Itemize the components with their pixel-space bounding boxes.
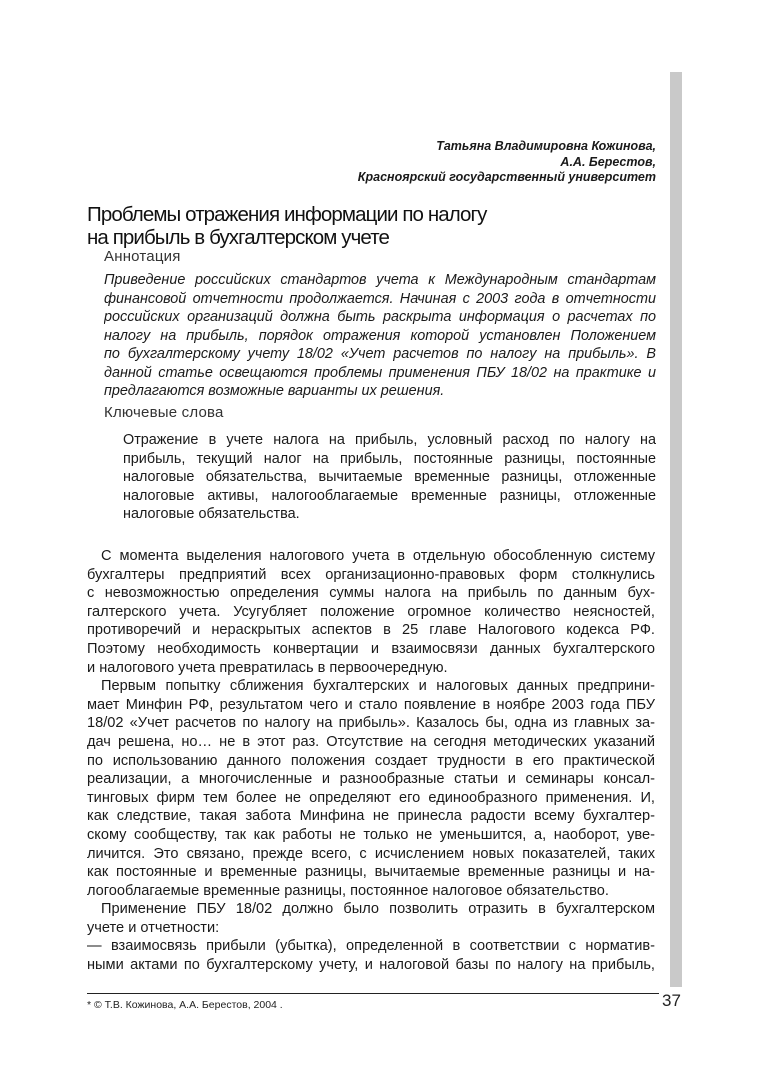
body-line: Поэтому необходимость конвертации и взаимосвязи данных бухгалтерского: [87, 640, 655, 657]
body-line: реализации, а многочисленные и разнообразные статьи и семинары консал-: [87, 771, 655, 788]
abstract-line: предлагаются возможные варианты их решения.: [104, 383, 445, 399]
abstract-text: [104, 271, 656, 401]
body-line: скому сообществу, так как работы не только не уменьшится, а, наоборот, уве-: [87, 826, 655, 843]
abstract-line: по бухгалтерскому учету 18/02 «Учет расчетов по налогу на прибыль». В: [104, 346, 656, 362]
keywords-line: Отражение в учете налога на прибыль, условный расход по налогу на: [123, 432, 656, 448]
body-line: Первым попытку сближения бухгалтерских и налоговых данных предприни-: [101, 678, 655, 695]
margin-bar: [670, 72, 682, 987]
body-line: как следствие, такая забота Минфина не принесла радости всему бухгалтер-: [87, 808, 655, 825]
abstract-line: данной статье освещаются проблемы применения ПБУ 18/02 на практике и: [104, 364, 656, 381]
title-line: на прибыль в бухгалтерском учете: [87, 226, 389, 249]
body-line: противоречий и нераскрытых аспектов в 25 главе Налогового кодекса РФ.: [87, 622, 655, 639]
body-line: ными актами по бухгалтерскому учету, и налоговой базы по налогу на прибыль,: [87, 957, 655, 974]
body-line: С момента выделения налогового учета в отдельную обособленную систему: [101, 548, 655, 564]
footnote: * © Т.В. Кожинова, А.А. Берестов, 2004 .: [87, 999, 283, 1011]
abstract-line: налогу на прибыль, порядок отражения которой установлен Положением: [104, 327, 656, 344]
body-line: бухгалтеры предприятий всех организационно-правовых форм столкнулись: [87, 566, 655, 583]
author-1: Татьяна Владимировна Кожинова,: [436, 139, 656, 153]
abstract-line: российских организаций должна быть раскрыта информация о расчетах по: [104, 309, 656, 325]
body-line: Применение ПБУ 18/02 должно было позволить отразить в бухгалтерском: [101, 901, 655, 918]
keywords-line: налоговые активы, налогооблагаемые временные разницы, отложенные: [123, 487, 656, 504]
body-line: — взаимосвязь прибыли (убытка), определенной в соответствии с норматив-: [87, 938, 655, 955]
body-line: учете и отчетности:: [87, 919, 220, 936]
body-line: 18/02 «Учет расчетов по налогу на прибыль». Казалось бы, одна из главных за-: [87, 715, 655, 732]
abstract-heading: Аннотация: [104, 248, 181, 265]
article-title: [87, 203, 587, 249]
title-line: Проблемы отражения информации по налогу: [87, 203, 487, 226]
author-2: А.А. Берестов,: [560, 154, 656, 169]
body-line: личится. Это связано, прежде всего, с исчислением новых показателей, таких: [87, 845, 655, 862]
keywords-line: налоговые обязательства.: [123, 506, 300, 522]
keywords-line: налоговые обязательства, вычитаемые временные разницы, отложенные: [123, 469, 656, 485]
keywords-line: прибыль, текущий налог на прибыль, постоянные разницы, постоянные: [123, 450, 656, 467]
authors-block: [358, 139, 656, 186]
body-line: как постоянные и временные разницы, вычитаемые временные разницы и на-: [87, 864, 655, 881]
body-line: по использованию данного положения создает трудности в его практической: [87, 752, 655, 769]
body-line: тинговых фирм тем более не определяют его единообразного применения. И,: [87, 789, 655, 806]
body-line: и налогового учета превратилась в первоочередную.: [87, 659, 448, 676]
body-line: мает Минфин РФ, результатом чего и стало появление в ноябре 2003 года ПБУ: [87, 696, 655, 713]
body-line: с невозможностью определения суммы налога на прибыль по данным бух-: [87, 585, 655, 602]
body-line: дач решена, но… не в этот раз. Отсутствие на сегодня методических указаний: [87, 733, 655, 750]
keywords-heading: Ключевые слова: [104, 404, 224, 421]
body-line: логооблагаемые временные разницы, постоянное налоговое обязательство.: [87, 882, 609, 899]
page-number: 37: [662, 991, 681, 1010]
keywords-text: [123, 431, 656, 524]
abstract-line: финансовой отчетности продолжается. Начиная с 2003 года в отчетности: [104, 290, 656, 307]
body-line: галтерского учета. Усугубляет положение огромное количество неясностей,: [87, 603, 655, 620]
author-affiliation: Красноярский государственный университет: [357, 170, 656, 184]
abstract-line: Приведение российских стандартов учета к Международным стандартам: [104, 272, 656, 288]
body-text: [87, 547, 655, 975]
footnote-rule: [87, 993, 659, 994]
